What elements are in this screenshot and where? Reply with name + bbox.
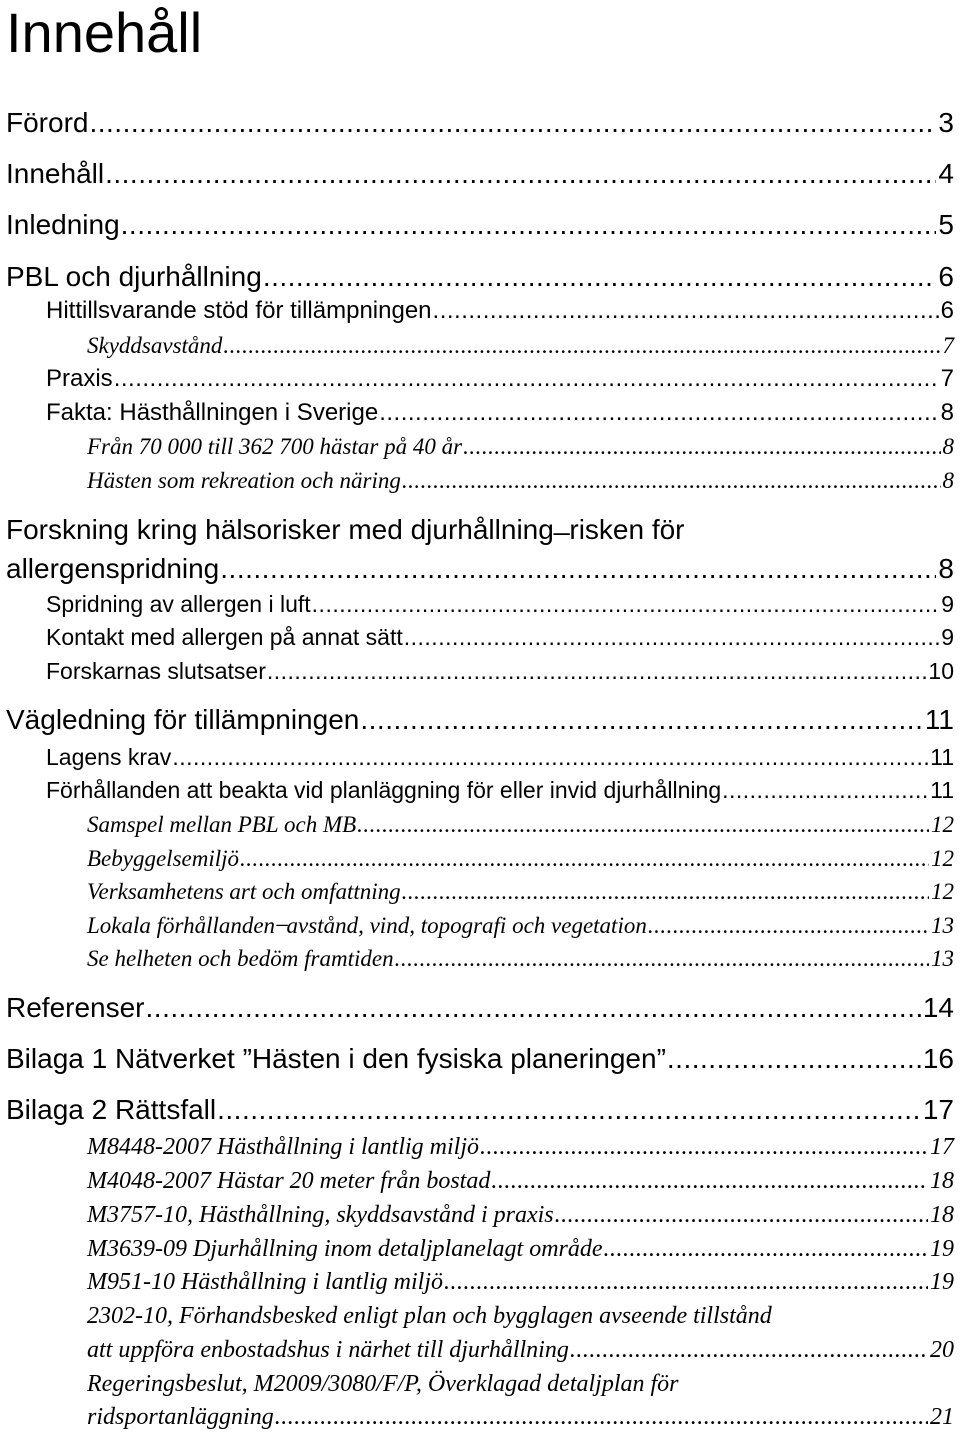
- toc-entry[interactable]: [6, 209, 954, 241]
- toc-entry-page: 12: [931, 812, 954, 837]
- toc-entry-title: Hittillsvarande stöd för tillämpningen: [46, 297, 432, 324]
- toc-leader: [667, 1043, 921, 1075]
- toc-entry-page: 7: [942, 333, 954, 358]
- toc-entry-page: 21: [930, 1404, 954, 1430]
- toc-entry-page: 14: [922, 992, 954, 1023]
- toc-leader: [604, 1236, 928, 1263]
- toc-entry-first-line[interactable]: 2302-10, Förhandsbesked enligt plan och bygglagen avseende tillstånd: [87, 1303, 772, 1329]
- toc-entry-title: allergenspridning: [6, 553, 220, 584]
- toc-leader: [395, 946, 929, 972]
- toc-entry-title: Lokala förhållanden ̶ avstånd, vind, topografi och vegetation: [87, 913, 647, 938]
- page-title: Innehåll: [6, 1, 203, 64]
- toc-entry[interactable]: [87, 1202, 954, 1229]
- toc-entry[interactable]: [87, 946, 954, 972]
- toc-entry-first-line[interactable]: Regeringsbeslut, M2009/3080/F/P, Överklagad detaljplan för: [87, 1371, 679, 1397]
- toc-entry-page: 9: [941, 624, 954, 650]
- toc-entry-page: 12: [931, 879, 954, 904]
- toc-leader: [223, 333, 940, 359]
- toc-entry-title: PBL och djurhållning: [6, 261, 262, 292]
- toc-entry-page: 17: [922, 1094, 954, 1125]
- toc-entry-title: M3757-10, Hästhållning, skyddsavstånd i praxis: [87, 1202, 554, 1228]
- toc-entry-title: Från 70 000 till 362 700 hästar på 40 år: [87, 434, 463, 459]
- toc-leader: [121, 209, 937, 241]
- toc-entry[interactable]: [87, 1236, 954, 1263]
- toc-entry-title: M4048-2007 Hästar 20 meter från bostad: [87, 1168, 491, 1194]
- toc-entry-page: 3: [938, 107, 954, 138]
- toc-entry[interactable]: [46, 297, 954, 325]
- toc-entry-title: Bilaga 1 Nätverket ”Hästen i den fysiska planeringen”: [6, 1043, 666, 1074]
- toc-entry[interactable]: [46, 365, 954, 393]
- toc-leader: [480, 1134, 928, 1161]
- toc-entry[interactable]: [87, 468, 954, 494]
- toc-leader: [402, 468, 941, 494]
- toc-leader: [722, 777, 928, 804]
- toc-entry-page: 19: [930, 1236, 954, 1262]
- toc-entry-title: M8448-2007 Hästhållning i lantlig miljö: [87, 1134, 480, 1160]
- toc-entry-page: 5: [938, 209, 954, 240]
- toc-entry-title: Vägledning för tillämpningen: [6, 704, 360, 735]
- toc-entry[interactable]: [46, 777, 954, 804]
- toc-leader: [402, 879, 929, 905]
- toc-leader: [444, 1269, 928, 1296]
- toc-leader: [114, 365, 939, 393]
- toc-leader: [220, 553, 936, 585]
- toc-leader: [217, 1094, 921, 1126]
- toc-entry-title: Samspel mellan PBL och MB: [87, 812, 357, 837]
- toc-entry-title: Hästen som rekreation och näring: [87, 468, 401, 493]
- toc-entry-title: M951-10 Hästhållning i lantlig miljö: [87, 1269, 444, 1295]
- toc-entry-title: Praxis: [46, 365, 113, 392]
- toc-entry-page: 18: [930, 1168, 954, 1194]
- toc-entry[interactable]: [6, 107, 954, 139]
- toc-leader: [555, 1202, 928, 1229]
- toc-leader: [312, 591, 940, 618]
- toc-entry[interactable]: [87, 1404, 954, 1431]
- toc-entry[interactable]: [87, 1168, 954, 1195]
- toc-entry[interactable]: [87, 879, 954, 905]
- toc-leader: [648, 913, 929, 939]
- toc-entry[interactable]: [87, 333, 954, 359]
- toc-entry-page: 18: [930, 1202, 954, 1228]
- toc-entry-title: Fakta: Hästhållningen i Sverige: [46, 399, 379, 426]
- toc-entry-page: 16: [922, 1043, 954, 1074]
- toc-entry-title: Innehåll: [6, 158, 105, 189]
- toc-entry-first-line[interactable]: Forskning kring hälsorisker med djurhållning ̶ risken för: [6, 514, 685, 545]
- toc-entry[interactable]: [87, 846, 954, 872]
- toc-leader: [240, 846, 929, 872]
- toc-entry-page: 8: [942, 468, 954, 493]
- toc-leader: [463, 434, 940, 460]
- toc-leader: [357, 812, 929, 838]
- toc-leader: [172, 744, 928, 771]
- toc-leader: [360, 704, 923, 736]
- toc-entry-title: Bilaga 2 Rättsfall: [6, 1094, 217, 1125]
- toc-entry-page: 11: [930, 777, 954, 803]
- toc-entry-page: 11: [924, 704, 954, 735]
- toc-leader: [379, 399, 938, 427]
- toc-entry-page: 13: [931, 946, 954, 971]
- toc-entry[interactable]: [87, 434, 954, 460]
- toc-leader: [146, 992, 921, 1024]
- toc-entry-page: 6: [938, 261, 954, 292]
- toc-entry-page: 8: [938, 553, 954, 584]
- toc-entry[interactable]: [6, 158, 954, 190]
- toc-entry-page: 13: [931, 913, 954, 938]
- toc-entry-title: Lagens krav: [46, 744, 172, 770]
- toc-entry-title: Verksamhetens art och omfattning: [87, 879, 401, 904]
- toc-entry[interactable]: [6, 1043, 954, 1075]
- toc-entry[interactable]: [87, 1134, 954, 1161]
- toc-entry[interactable]: [6, 992, 954, 1024]
- toc-entry[interactable]: [46, 591, 954, 618]
- toc-leader: [267, 658, 927, 685]
- toc-entry-title: Bebyggelsemiljö: [87, 846, 240, 871]
- toc-entry[interactable]: [6, 704, 954, 736]
- toc-entry-title: Forskarnas slutsatser: [46, 658, 266, 684]
- toc-entry[interactable]: [46, 744, 954, 771]
- toc-entry-title: ridsportanläggning: [87, 1404, 274, 1430]
- toc-entry[interactable]: [46, 658, 954, 685]
- toc-entry-title: Skyddsavstånd: [87, 333, 223, 358]
- toc-entry[interactable]: [6, 1094, 954, 1126]
- toc-entry-page: 11: [930, 744, 954, 770]
- toc-leader: [491, 1168, 928, 1195]
- toc-leader: [263, 261, 937, 293]
- toc-entry-page: 12: [931, 846, 954, 871]
- toc-entry-page: 17: [930, 1134, 954, 1160]
- toc-entry-page: 8: [942, 434, 954, 459]
- toc-entry-page: 4: [938, 158, 954, 189]
- toc-entry-title: M3639-09 Djurhållning inom detaljplanelagt område: [87, 1236, 603, 1262]
- toc-entry[interactable]: [87, 913, 954, 939]
- toc-entry-page: 20: [930, 1337, 954, 1363]
- toc-entry[interactable]: [6, 553, 954, 585]
- toc-entry-title: att uppföra enbostadshus i närhet till djurhållning: [87, 1337, 569, 1363]
- toc-entry-page: 6: [940, 297, 954, 324]
- toc-entry[interactable]: [6, 261, 954, 293]
- toc-entry-page: 9: [941, 591, 954, 617]
- toc-entry-page: 8: [940, 399, 954, 426]
- toc-entry[interactable]: [46, 624, 954, 651]
- toc-leader: [89, 107, 936, 139]
- toc-entry[interactable]: [46, 399, 954, 427]
- toc-entry[interactable]: [87, 812, 954, 838]
- toc-entry-page: 19: [930, 1269, 954, 1295]
- toc-entry[interactable]: [87, 1337, 954, 1364]
- toc-entry-title: Referenser: [6, 992, 145, 1023]
- toc-entry-page: 10: [928, 658, 954, 684]
- toc-entry-title: Kontakt med allergen på annat sätt: [46, 624, 403, 650]
- toc-leader: [570, 1337, 928, 1364]
- toc-leader: [433, 297, 939, 325]
- toc-leader: [275, 1404, 928, 1431]
- toc-entry-title: Inledning: [6, 209, 120, 240]
- toc-entry[interactable]: [87, 1269, 954, 1296]
- toc-entry-title: Förord: [6, 107, 89, 138]
- toc-entry-title: Spridning av allergen i luft: [46, 591, 311, 617]
- toc-entry-page: 7: [940, 365, 954, 392]
- toc-leader: [404, 624, 939, 651]
- toc-entry-title: Förhållanden att beakta vid planläggning för eller invid djurhållning: [46, 777, 722, 803]
- toc-entry-title: Se helheten och bedöm framtiden: [87, 946, 394, 971]
- toc-leader: [105, 158, 936, 190]
